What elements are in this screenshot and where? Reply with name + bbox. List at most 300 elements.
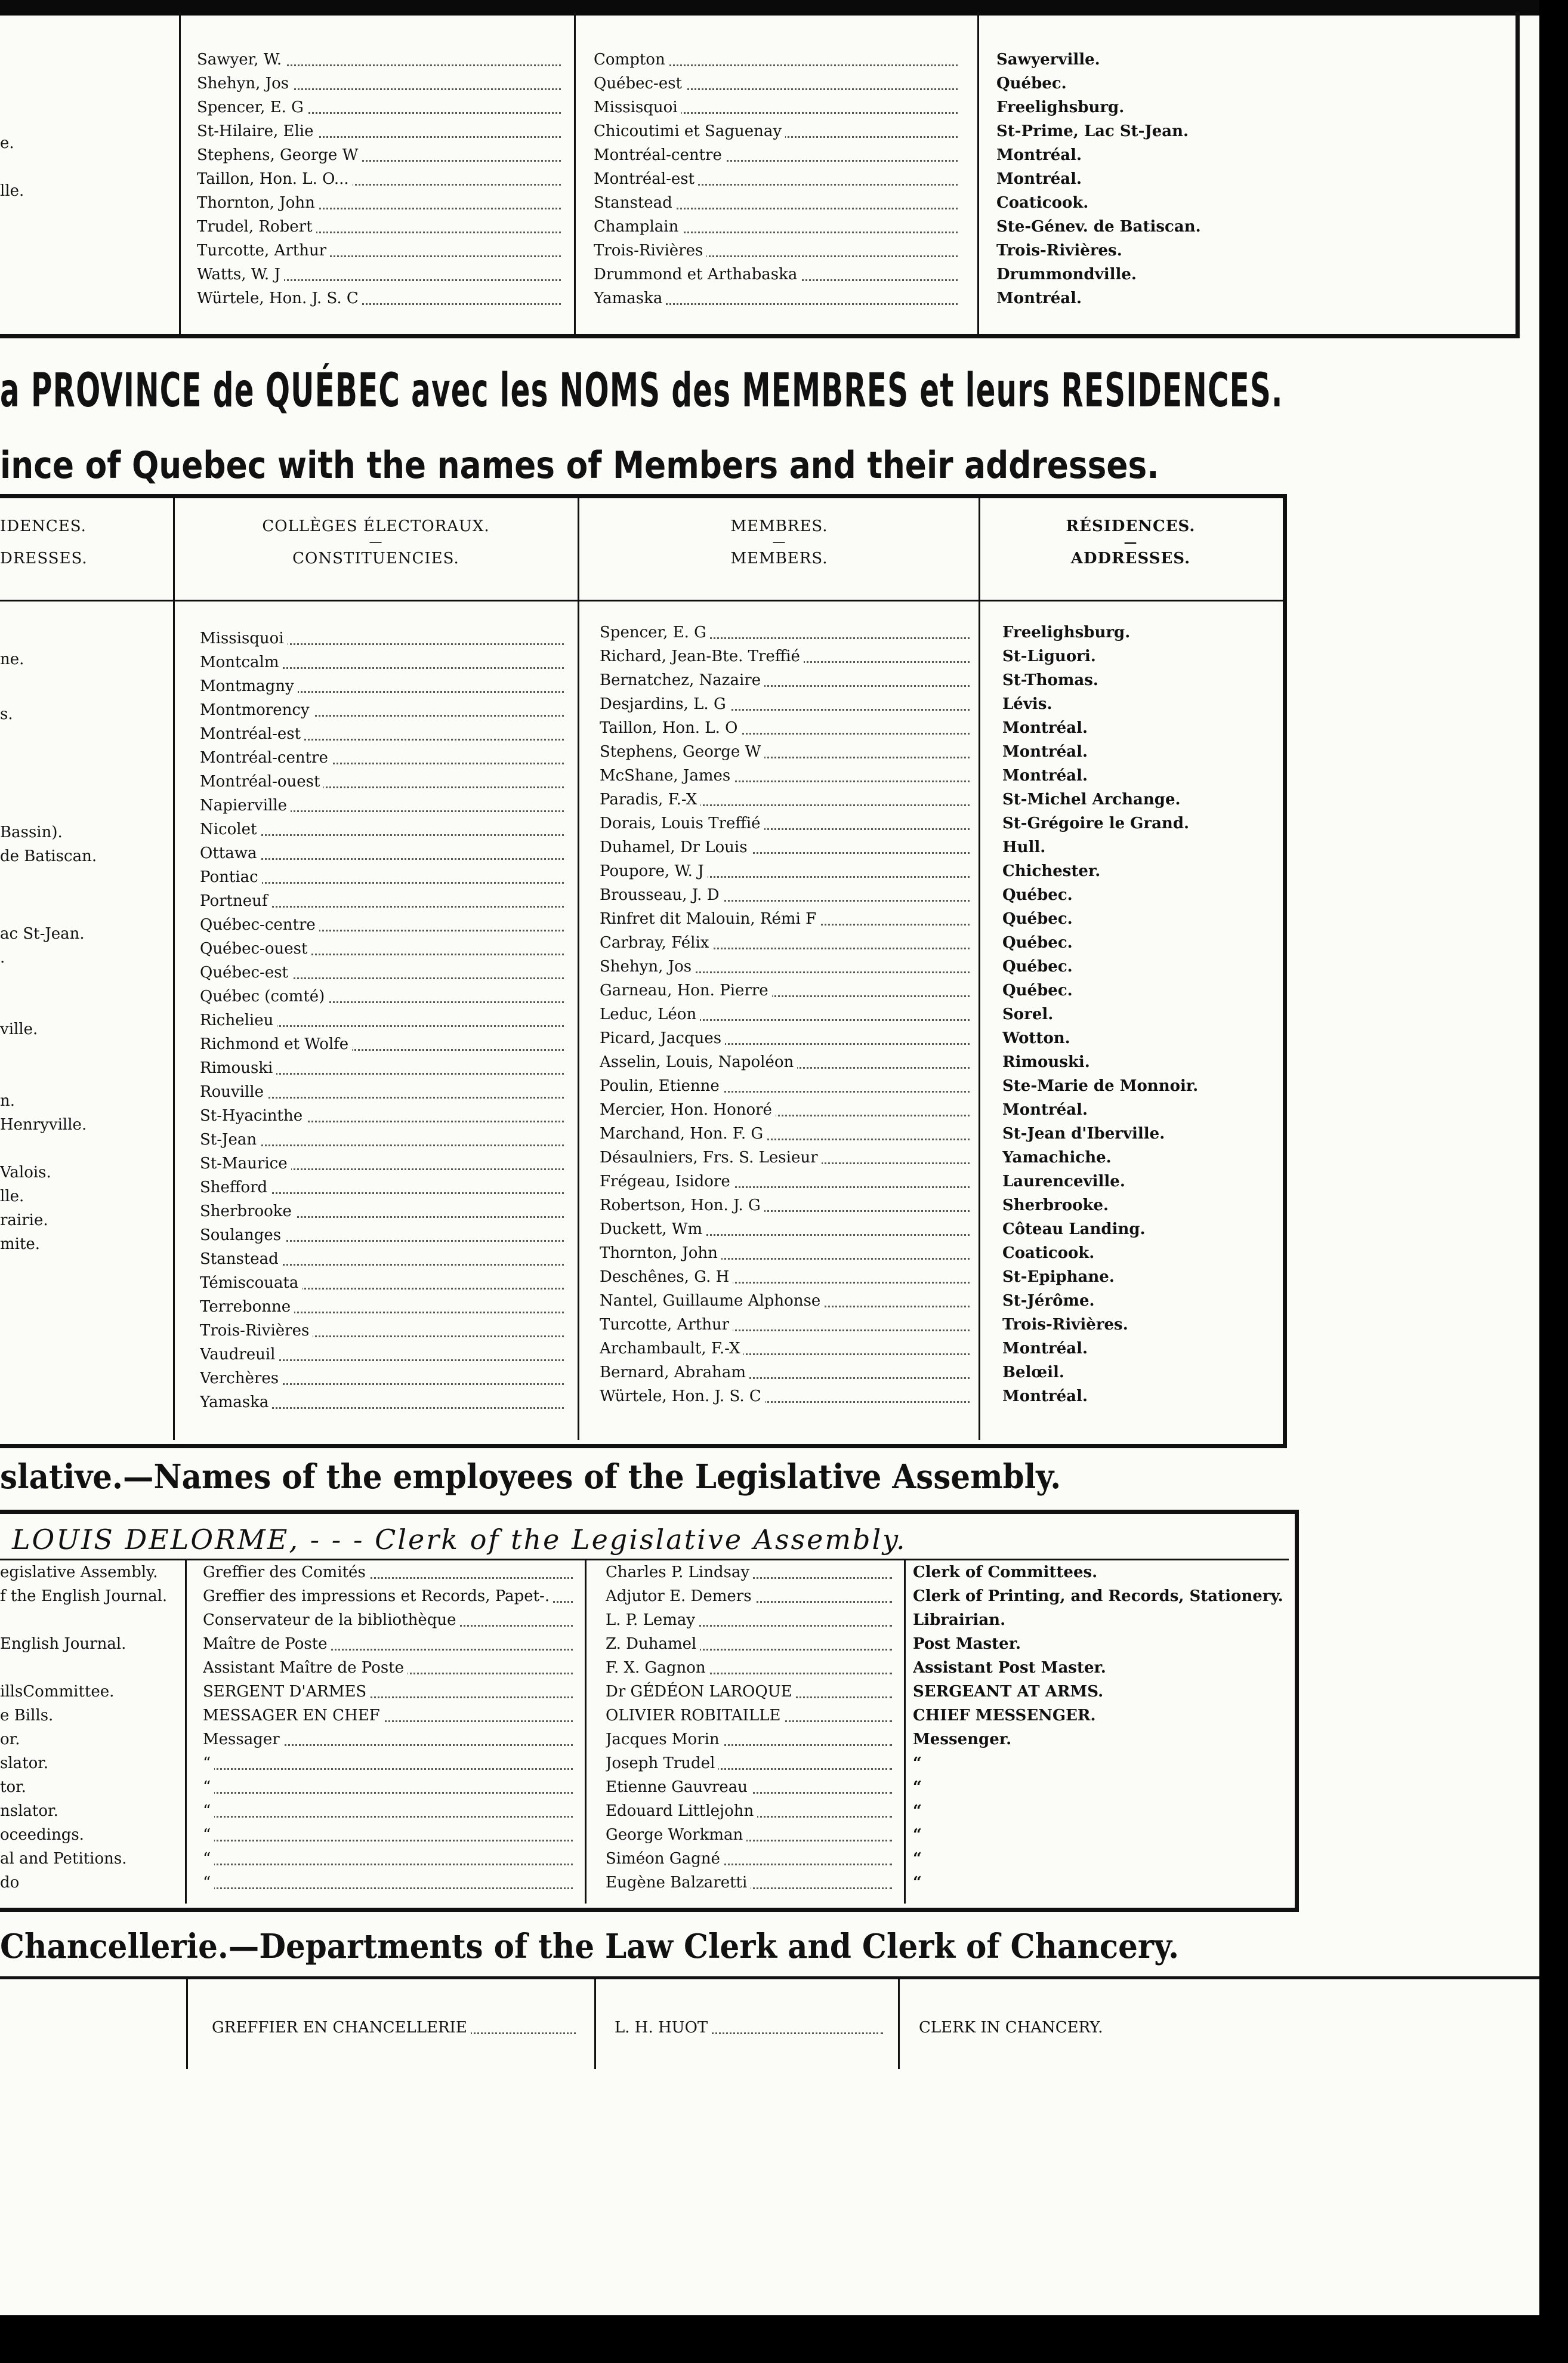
employee-name-row-text: George Workman: [606, 1826, 746, 1844]
employee-title-en-row: [913, 1727, 1295, 1751]
residence-row: [1002, 740, 1277, 764]
list-item: Chicoutimi et Saguenay: [594, 119, 964, 143]
residence-row: [1002, 764, 1277, 788]
constituency-row: [200, 985, 570, 1008]
list-item: Trudel, Robert: [197, 215, 567, 239]
member-row: [600, 1050, 976, 1074]
list-item: Yamaska: [594, 286, 964, 310]
employee-title-en-row: [913, 1680, 1295, 1704]
left-fragment: .: [0, 949, 5, 967]
residence-row: [1002, 1170, 1277, 1193]
list-item: Thornton, John: [197, 191, 567, 215]
employee-left-fragment: tor.: [0, 1778, 26, 1796]
employee-title-en-row-text: “: [913, 1826, 922, 1844]
residence-row-text: St-Thomas.: [1002, 671, 1098, 689]
employee-left-fragment: or.: [0, 1730, 20, 1748]
list-item: Compton: [594, 48, 964, 72]
residence-row: [1002, 1002, 1277, 1026]
employee-name-row-text: F. X. Gagnon: [606, 1659, 709, 1677]
employee-left-fragment: f the English Journal.: [0, 1587, 168, 1605]
residence-row-text: St-Epiphane.: [1002, 1268, 1115, 1286]
constituency-row: [200, 1247, 570, 1271]
member-row: [600, 883, 976, 907]
member-row: [600, 1002, 976, 1026]
constituencies-column: [200, 627, 570, 1414]
employee-name-row-text: Z. Duhamel: [606, 1635, 700, 1653]
constituency-row-text: Montréal-centre: [200, 749, 332, 767]
member-row-text: Turcotte, Arthur: [600, 1316, 733, 1334]
list-item: Montréal.: [996, 146, 1082, 164]
residence-row: [1002, 1026, 1277, 1050]
residence-row-text: Montréal.: [1002, 1340, 1088, 1358]
employee-name-row: [606, 1751, 898, 1775]
residence-row: [1002, 1337, 1277, 1361]
scan-edge-right: [1539, 0, 1568, 2363]
list-item: Turcotte, Arthur: [197, 239, 567, 263]
constituency-row: [200, 1080, 570, 1104]
member-row: [600, 621, 976, 644]
employee-title-fr-row-text: Assistant Maître de Poste: [203, 1659, 408, 1677]
employee-left-fragment: slator.: [0, 1754, 49, 1772]
members-table-divider-1: [173, 498, 175, 1440]
employee-name-row-text: Dr GÉDÉON LAROQUE: [606, 1683, 796, 1701]
left-fragment: ne.: [0, 650, 24, 668]
list-item: St-Prime, Lac St-Jean.: [996, 122, 1189, 140]
constituency-row-text: Napierville: [200, 797, 291, 815]
employee-name-row: [606, 1584, 898, 1608]
members-table-divider-2: [578, 498, 579, 1440]
constituency-row-text: Shefford: [200, 1179, 271, 1196]
employee-title-fr-row-text: “: [203, 1802, 214, 1820]
member-row: [600, 812, 976, 835]
residence-row: [1002, 812, 1277, 835]
constituency-row-text: Sherbrooke: [200, 1202, 295, 1220]
constituency-row: [200, 1319, 570, 1343]
employee-name-row: [606, 1847, 898, 1871]
member-row-text: Poulin, Etienne: [600, 1077, 723, 1095]
employee-title-en-row: [913, 1751, 1295, 1775]
list-item: Shehyn, Jos: [197, 72, 567, 95]
list-item: Würtele, Hon. J. S. C: [197, 286, 567, 310]
employee-title-en-row: [913, 1608, 1295, 1632]
residence-row: [1002, 931, 1277, 955]
left-fragment: n.: [0, 1092, 16, 1110]
employee-name-row-text: Charles P. Lindsay: [606, 1563, 753, 1581]
page-title-english: ince of Quebec with the names of Members and their addresses.: [0, 443, 1159, 487]
header-members: MEMBRES. — MEMBERS.: [730, 517, 828, 567]
constituency-row-text: St-Hyacinthe: [200, 1107, 306, 1125]
constituency-row-text: Portneuf: [200, 892, 271, 910]
constituency-row: [200, 1295, 570, 1319]
member-row-text: Bernard, Abraham: [600, 1363, 749, 1381]
member-row-text: Poupore, W. J: [600, 862, 708, 880]
employee-title-en-row: [913, 1560, 1295, 1584]
employee-title-fr-row: [203, 1751, 579, 1775]
employee-left-fragment: English Journal.: [0, 1635, 126, 1653]
member-row: [600, 955, 976, 979]
left-fragment: rairie.: [0, 1211, 48, 1229]
top-left-fragment: lle.: [0, 182, 24, 200]
constituency-row: [200, 1390, 570, 1414]
list-item: Watts, W. J: [197, 263, 567, 286]
residence-row-text: Québec.: [1002, 886, 1073, 904]
member-row: [600, 1289, 976, 1313]
member-row: [600, 740, 976, 764]
member-row: [600, 1241, 976, 1265]
employee-left-fragment: oceedings.: [0, 1826, 84, 1844]
header-col3-en: ADDRESSES.: [1070, 550, 1191, 567]
left-fragment: Bassin).: [0, 823, 63, 841]
top-table-divider-1: [179, 12, 181, 334]
member-row-text: Marchand, Hon. F. G: [600, 1125, 767, 1143]
top-constituencies-column: [594, 48, 964, 310]
residence-row: [1002, 1193, 1277, 1217]
constituency-row-text: Québec-ouest: [200, 940, 311, 958]
constituency-row: [200, 913, 570, 937]
left-fragment: lle.: [0, 1187, 24, 1205]
employee-title-en-row-text: “: [913, 1850, 922, 1868]
member-row: [600, 644, 976, 668]
constituency-row-text: Richelieu: [200, 1011, 277, 1029]
residence-row-text: Rimouski.: [1002, 1053, 1090, 1071]
left-fragment: mite.: [0, 1235, 41, 1253]
employee-title-en-row: [913, 1823, 1295, 1847]
list-item: Trois-Rivières.: [996, 242, 1122, 260]
employee-name-row: [606, 1871, 898, 1895]
residence-row: [1002, 1361, 1277, 1384]
residence-row-text: Québec.: [1002, 982, 1073, 1000]
employees-section-title: slative.—Names of the employees of the Legislative Assembly.: [0, 1457, 1061, 1497]
constituency-row: [200, 1032, 570, 1056]
member-row: [600, 1384, 976, 1408]
member-row-text: Stephens, George W: [600, 743, 764, 761]
member-row-text: Brousseau, J. D: [600, 886, 723, 904]
chancery-name: [615, 2016, 889, 2040]
member-row: [600, 1074, 976, 1098]
employee-title-fr-row: [203, 1632, 579, 1656]
residence-row-text: Côteau Landing.: [1002, 1220, 1146, 1238]
list-item: St-Hilaire, Elie: [197, 119, 567, 143]
residence-row-text: Freelighsburg.: [1002, 624, 1131, 641]
constituency-row-text: Soulanges: [200, 1226, 285, 1244]
member-row-text: Frégeau, Isidore: [600, 1173, 734, 1190]
employee-name-row-text: Eugène Balzaretti: [606, 1874, 751, 1892]
employee-title-fr-row-text: “: [203, 1754, 214, 1772]
residence-row: [1002, 1074, 1277, 1098]
residences-column: [1002, 621, 1277, 1408]
constituency-row: [200, 1176, 570, 1199]
employee-title-en-row: [913, 1584, 1295, 1608]
member-row-text: Würtele, Hon. J. S. C: [600, 1387, 765, 1405]
employee-title-fr-row-text: “: [203, 1826, 214, 1844]
member-row-text: Garneau, Hon. Pierre: [600, 982, 772, 1000]
residence-row-text: Ste-Marie de Monnoir.: [1002, 1077, 1199, 1095]
constituency-row-text: Québec-est: [200, 964, 292, 982]
chancery-fr: [212, 2016, 582, 2040]
constituency-row-text: Stanstead: [200, 1250, 282, 1268]
member-row-text: Desjardins, L. G: [600, 695, 730, 713]
residence-row: [1002, 644, 1277, 668]
employee-title-fr-row-text: Conservateur de la bibliothèque: [203, 1611, 460, 1629]
residence-row: [1002, 1241, 1277, 1265]
list-item: Sawyer, W.: [197, 48, 567, 72]
employee-left-fragment: e Bills.: [0, 1707, 54, 1725]
residence-row-text: Coaticook.: [1002, 1244, 1095, 1262]
member-row-text: Carbray, Félix: [600, 934, 712, 952]
employee-title-fr-row-text: MESSAGER EN CHEF: [203, 1707, 384, 1725]
chancery-divider-3: [898, 1979, 900, 2069]
residence-row: [1002, 668, 1277, 692]
residence-row-text: Trois-Rivières.: [1002, 1316, 1128, 1334]
list-item: Freelighsburg.: [996, 98, 1125, 116]
member-row: [600, 907, 976, 931]
constituency-row: [200, 1271, 570, 1295]
residence-row-text: Chichester.: [1002, 862, 1101, 880]
constituency-row-text: Rouville: [200, 1083, 267, 1101]
employee-name-row-text: Etienne Gauvreau: [606, 1778, 751, 1796]
header-residences: RÉSIDENCES. — ADDRESSES.: [1066, 517, 1196, 567]
residence-row-text: Yamachiche.: [1002, 1149, 1112, 1167]
list-item: Drummond et Arthabaska: [594, 263, 964, 286]
header-col1-en: CONSTITUENCIES.: [292, 550, 459, 567]
constituency-row-text: Verchères: [200, 1369, 282, 1387]
employee-title-en-row-text: Clerk of Printing, and Records, Stationery.: [913, 1587, 1283, 1605]
header-col0-en: DRESSES.: [0, 550, 88, 567]
employee-title-en-row: [913, 1704, 1295, 1727]
chancery-name-row: L. H. HUOT: [615, 2016, 889, 2040]
constituency-row-text: Montréal-ouest: [200, 773, 323, 791]
employee-title-fr-row-text: “: [203, 1850, 214, 1868]
employees-divider-1: [185, 1559, 187, 1904]
chancery-en: [919, 2016, 1277, 2040]
constituency-row-text: Montmagny: [200, 677, 298, 695]
list-item: Spencer, E. G: [197, 95, 567, 119]
employee-title-fr-row-text: Maître de Poste: [203, 1635, 331, 1653]
residence-row-text: Québec.: [1002, 958, 1073, 976]
constituency-row-text: Trois-Rivières: [200, 1322, 313, 1340]
employee-title-fr-row-text: SERGENT D'ARMES: [203, 1683, 370, 1701]
residence-row-text: St-Liguori.: [1002, 647, 1096, 665]
residence-row-text: Lévis.: [1002, 695, 1052, 713]
member-row-text: Dorais, Louis Treffié: [600, 815, 764, 832]
residence-row: [1002, 955, 1277, 979]
top-members-column: [197, 48, 567, 310]
residence-row: [1002, 1146, 1277, 1170]
member-row: [600, 835, 976, 859]
residence-row-text: Montréal.: [1002, 719, 1088, 737]
residence-row: [1002, 692, 1277, 716]
constituency-row: [200, 818, 570, 841]
list-item: Montréal.: [996, 289, 1082, 307]
page-title-french: a PROVINCE de QUÉBEC avec les NOMS des MEMBRES et leurs RESIDENCES.: [0, 364, 1283, 418]
member-row-text: Bernatchez, Nazaire: [600, 671, 764, 689]
member-row-text: Désaulniers, Frs. S. Lesieur: [600, 1149, 822, 1167]
constituency-row-text: Québec (comté): [200, 988, 328, 1005]
residence-row-text: St-Michel Archange.: [1002, 791, 1181, 809]
constituency-row: [200, 1223, 570, 1247]
constituency-row: [200, 961, 570, 985]
member-row: [600, 1361, 976, 1384]
left-fragment: ac St-Jean.: [0, 925, 85, 943]
member-row-text: Duckett, Wm: [600, 1220, 706, 1238]
employee-title-en-row-text: SERGEANT AT ARMS.: [913, 1683, 1104, 1701]
employee-title-en-row-text: “: [913, 1754, 922, 1772]
employee-title-fr-row-text: Greffier des impressions et Records, Papet-.: [203, 1587, 553, 1605]
employees-divider-3: [904, 1559, 906, 1904]
residence-row: [1002, 1265, 1277, 1289]
employee-title-fr-row: [203, 1560, 579, 1584]
employee-title-fr-row: [203, 1871, 579, 1895]
member-row-text: Picard, Jacques: [600, 1029, 725, 1047]
constituency-row-text: Terrebonne: [200, 1298, 294, 1316]
member-row-text: Spencer, E. G: [600, 624, 710, 641]
residence-row: [1002, 788, 1277, 812]
member-row-text: Robertson, Hon. J. G: [600, 1196, 764, 1214]
list-item: Champlain: [594, 215, 964, 239]
constituency-row: [200, 794, 570, 818]
list-item: Drummondville.: [996, 266, 1137, 283]
residence-row-text: St-Grégoire le Grand.: [1002, 815, 1190, 832]
constituency-row-text: Missisquoi: [200, 630, 288, 647]
employees-titles-fr-column: [203, 1560, 579, 1895]
employee-title-fr-row: [203, 1704, 579, 1727]
header-col2-fr: MEMBRES.: [730, 517, 828, 535]
list-item: Stephens, George W: [197, 143, 567, 167]
list-item: Québec.: [996, 75, 1067, 92]
residence-row-text: Wotton.: [1002, 1029, 1070, 1047]
scan-edge-bottom: [0, 2315, 1539, 2363]
header-col1-fr: COLLÈGES ÉLECTORAUX.: [262, 517, 490, 535]
residence-row-text: Québec.: [1002, 910, 1073, 928]
residence-row-text: Québec.: [1002, 934, 1073, 952]
residence-row-text: Montréal.: [1002, 767, 1088, 785]
member-row-text: McShane, James: [600, 767, 734, 785]
member-row-text: Taillon, Hon. L. O: [600, 719, 741, 737]
employee-name-row: [606, 1727, 898, 1751]
employee-title-fr-row-text: “: [203, 1874, 214, 1892]
employee-left-fragment: al and Petitions.: [0, 1850, 127, 1868]
left-fragment: ville.: [0, 1020, 38, 1038]
employee-left-fragment: do: [0, 1874, 20, 1892]
constituency-row-text: Nicolet: [200, 820, 260, 838]
constituency-row-text: Vaudreuil: [200, 1346, 279, 1363]
header-constituencies: COLLÈGES ÉLECTORAUX. — CONSTITUENCIES.: [262, 517, 490, 567]
constituency-row: [200, 1152, 570, 1176]
employee-title-fr-row: [203, 1847, 579, 1871]
constituency-row: [200, 1343, 570, 1366]
residence-row: [1002, 1384, 1277, 1408]
header-col2-en: MEMBERS.: [730, 550, 828, 567]
member-row-text: Archambault, F.-X: [600, 1340, 743, 1358]
member-row: [600, 1146, 976, 1170]
employee-title-en-row-text: Post Master.: [913, 1635, 1021, 1653]
chancery-top-rule: [0, 1976, 1539, 1979]
employee-name-row-text: Jacques Morin: [606, 1730, 723, 1748]
constituency-row: [200, 722, 570, 746]
employee-title-fr-row: [203, 1584, 579, 1608]
employee-name-row-text: Siméon Gagné: [606, 1850, 724, 1868]
top-residences-column: [996, 48, 1366, 310]
constituency-row: [200, 770, 570, 794]
member-row: [600, 979, 976, 1002]
header-col0: [0, 513, 167, 572]
constituency-row: [200, 865, 570, 889]
constituency-row-text: Montmorency: [200, 701, 313, 719]
employee-name-row-text: Edouard Littlejohn: [606, 1802, 757, 1820]
member-row-text: Shehyn, Jos: [600, 958, 695, 976]
member-row-text: Leduc, Léon: [600, 1005, 700, 1023]
clerk-banner: LOUIS DELORME, - - - Clerk of the Legislative Assembly.: [12, 1523, 907, 1556]
member-row: [600, 1313, 976, 1337]
residence-row: [1002, 621, 1277, 644]
residence-row-text: Belœil.: [1002, 1363, 1064, 1381]
constituency-row-text: St-Jean: [200, 1131, 260, 1149]
list-item: Coaticook.: [996, 194, 1089, 212]
constituency-row-text: Pontiac: [200, 868, 262, 886]
residence-row-text: St-Jean d'Iberville.: [1002, 1125, 1165, 1143]
employee-title-en-row: [913, 1632, 1295, 1656]
residence-row: [1002, 907, 1277, 931]
employee-name-row: [606, 1823, 898, 1847]
left-fragment: Henryville.: [0, 1116, 87, 1134]
member-row: [600, 788, 976, 812]
left-fragment: de Batiscan.: [0, 847, 97, 865]
employee-name-row: [606, 1775, 898, 1799]
constituency-row: [200, 627, 570, 650]
member-row: [600, 692, 976, 716]
member-row: [600, 931, 976, 955]
member-row-text: Rinfret dit Malouin, Rémi F: [600, 910, 820, 928]
employee-title-en-row-text: Messenger.: [913, 1730, 1012, 1748]
member-row-text: Mercier, Hon. Honoré: [600, 1101, 776, 1119]
employee-title-en-row-text: Assistant Post Master.: [913, 1659, 1106, 1677]
employee-name-row: [606, 1680, 898, 1704]
employee-name-row: [606, 1632, 898, 1656]
residence-row: [1002, 979, 1277, 1002]
constituency-row: [200, 1056, 570, 1080]
constituency-row-text: St-Maurice: [200, 1155, 291, 1173]
employee-title-fr-row: [203, 1823, 579, 1847]
employee-left-fragment: egislative Assembly.: [0, 1563, 158, 1581]
member-row-text: Asselin, Louis, Napoléon: [600, 1053, 797, 1071]
employee-name-row: [606, 1704, 898, 1727]
employee-title-fr-row: [203, 1608, 579, 1632]
chancery-fr-row: GREFFIER EN CHANCELLERIE: [212, 2016, 582, 2040]
employee-title-en-row: [913, 1871, 1295, 1895]
constituency-row-text: Yamaska: [200, 1393, 272, 1411]
residence-row: [1002, 1122, 1277, 1146]
employee-title-en-row-text: “: [913, 1802, 922, 1820]
residence-row-text: Sorel.: [1002, 1005, 1054, 1023]
member-row-text: Paradis, F.-X: [600, 791, 700, 809]
employees-names-column: [606, 1560, 898, 1895]
list-item: Ste-Génev. de Batiscan.: [996, 218, 1201, 236]
employee-title-fr-row: [203, 1799, 579, 1823]
member-row-text: Nantel, Guillaume Alphonse: [600, 1292, 824, 1310]
constituency-row: [200, 1366, 570, 1390]
employee-title-fr-row: [203, 1775, 579, 1799]
residence-row-text: Montréal.: [1002, 1387, 1088, 1405]
member-row: [600, 1337, 976, 1361]
member-row: [600, 1170, 976, 1193]
list-item: Stanstead: [594, 191, 964, 215]
left-fragment: Valois.: [0, 1164, 51, 1182]
employee-title-en-row-text: Clerk of Committees.: [913, 1563, 1098, 1581]
residence-row: [1002, 883, 1277, 907]
member-row: [600, 1265, 976, 1289]
member-row: [600, 764, 976, 788]
employee-name-row-text: Adjutor E. Demers: [606, 1587, 755, 1605]
